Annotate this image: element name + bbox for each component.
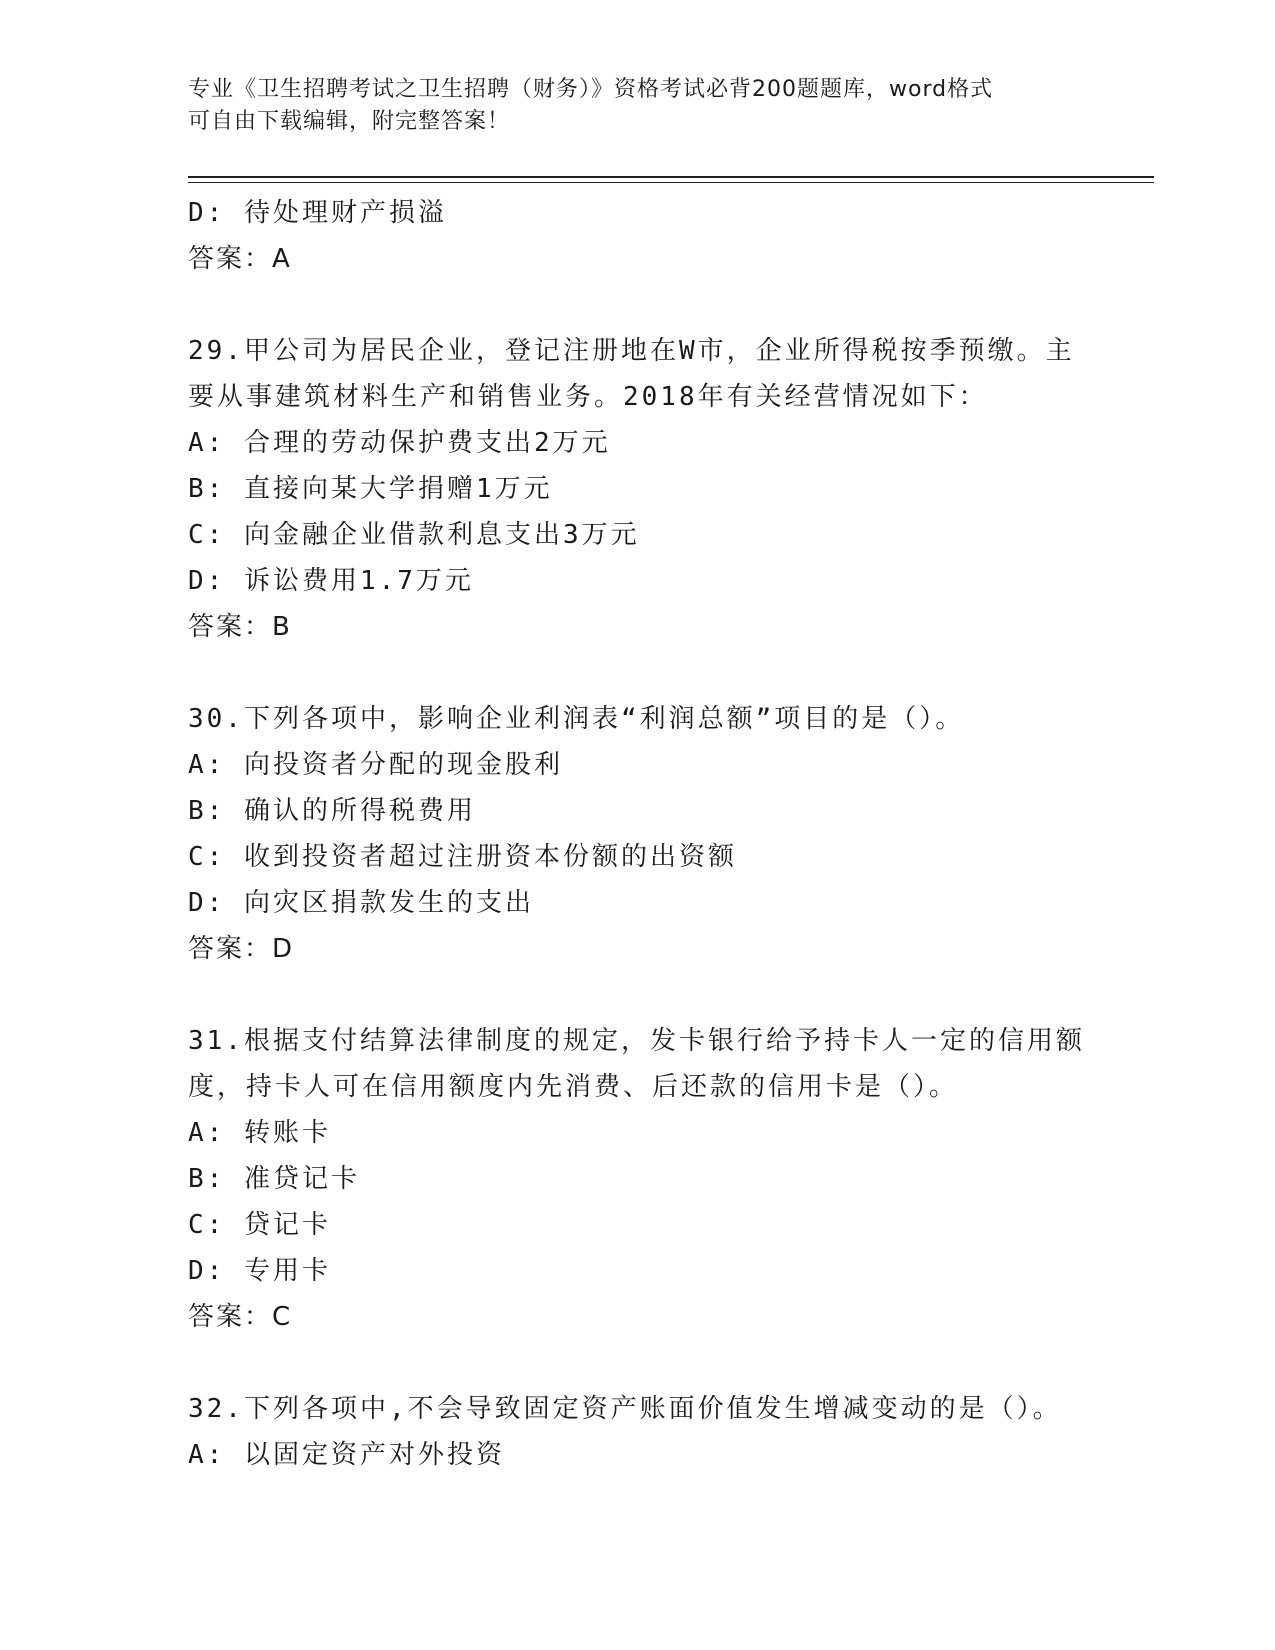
question-list — [188, 190, 1088, 1478]
header-rule-thin — [188, 182, 1154, 183]
option-line: B: 确认的所得税费用 — [188, 796, 476, 826]
question-block — [188, 696, 1088, 972]
question-text-line: 要从事建筑材料生产和销售业务。2018年有关经营情况如下： — [188, 382, 988, 412]
question-text-line: 32.下列各项中,不会导致固定资产账面价值发生增减变动的是（）。 — [188, 1394, 1062, 1424]
answer-line: 答案：D — [188, 934, 295, 964]
question-block — [188, 1386, 1088, 1478]
option-line: A: 合理的劳动保护费支出2万元 — [188, 428, 611, 458]
option-line: B: 直接向某大学捐赠1万元 — [188, 474, 553, 504]
option-line: B: 准贷记卡 — [188, 1164, 360, 1194]
question-text-line: 31.根据支付结算法律制度的规定，发卡银行给予持卡人一定的信用额 — [188, 1026, 1085, 1056]
block-spacer — [188, 650, 1088, 696]
option-line: C: 收到投资者超过注册资本份额的出资额 — [188, 842, 737, 872]
question-block — [188, 328, 1088, 650]
option-line: D: 待处理财产损溢 — [188, 198, 447, 228]
header-line-2: 可自由下载编辑，附完整答案！ — [188, 109, 511, 134]
option-line: C: 向金融企业借款利息支出3万元 — [188, 520, 640, 550]
block-spacer — [188, 282, 1088, 328]
question-block — [188, 190, 1088, 282]
option-line: A: 向投资者分配的现金股利 — [188, 750, 563, 780]
answer-line: 答案：A — [188, 244, 292, 274]
question-block — [188, 1018, 1088, 1340]
question-text-line: 29.甲公司为居民企业，登记注册地在W市，企业所得税按季预缴。主 — [188, 336, 1075, 366]
header-rule-thick — [188, 176, 1154, 178]
question-text-line: 度，持卡人可在信用额度内先消费、后还款的信用卡是（）。 — [188, 1072, 959, 1102]
option-line: A: 转账卡 — [188, 1118, 331, 1148]
option-line: D: 专用卡 — [188, 1256, 331, 1286]
question-text-line: 30.下列各项中，影响企业利润表“利润总额”项目的是（）。 — [188, 704, 965, 734]
answer-line: 答案：B — [188, 612, 292, 642]
document-header — [188, 74, 1088, 138]
option-line: C: 贷记卡 — [188, 1210, 331, 1240]
block-spacer — [188, 972, 1088, 1018]
option-line: D: 向灾区捐款发生的支出 — [188, 888, 534, 918]
block-spacer — [188, 1340, 1088, 1386]
header-line-1: 专业《卫生招聘考试之卫生招聘（财务）》资格考试必背200题题库，word格式 — [188, 77, 994, 102]
option-line: D: 诉讼费用1.7万元 — [188, 566, 474, 596]
option-line: A: 以固定资产对外投资 — [188, 1440, 505, 1470]
answer-line: 答案：C — [188, 1302, 293, 1332]
